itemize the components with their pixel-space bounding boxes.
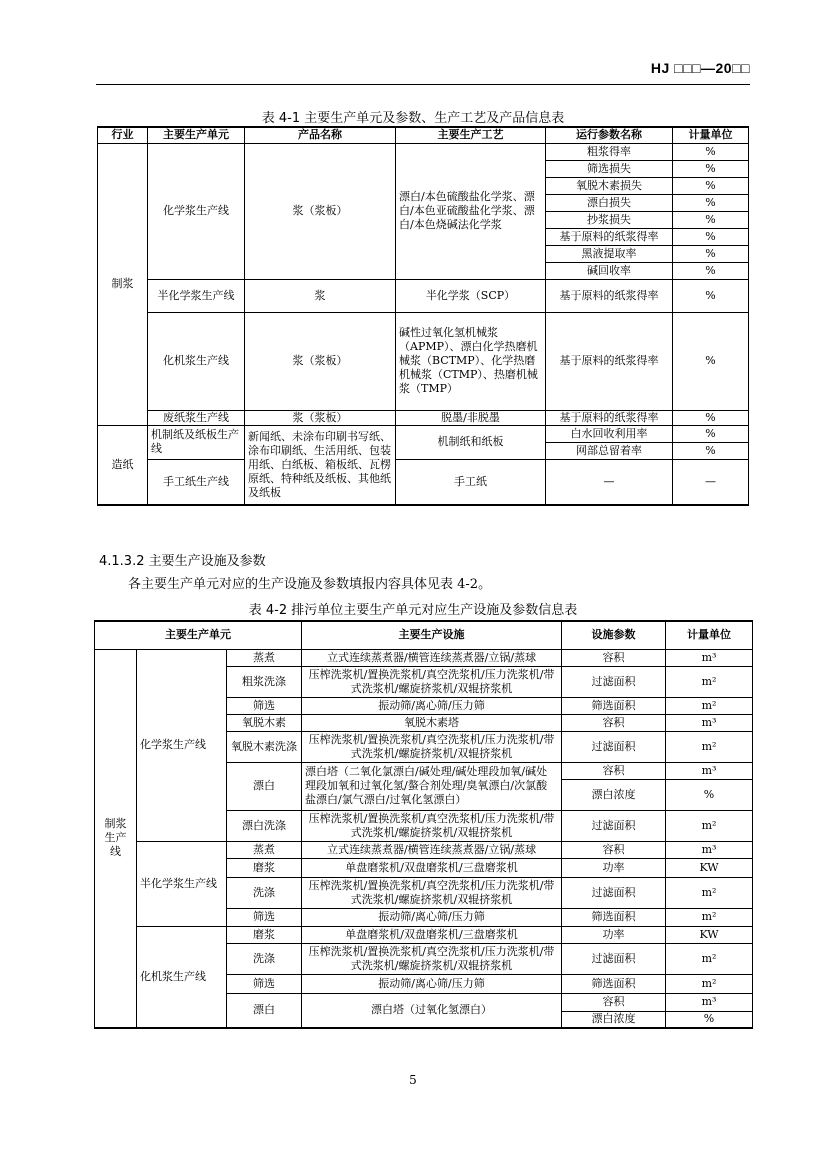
standard-code: HJ □□□—20□□: [650, 60, 750, 76]
param-name: 网部总留着率: [546, 442, 673, 459]
header-process: 主要生产工艺: [396, 127, 546, 143]
facility-param: 筛选面积: [562, 697, 666, 714]
header-unit: 主要生产单元: [95, 621, 302, 649]
process-step: 磨浆: [227, 858, 302, 877]
waste-unit: 废纸浆生产线: [148, 410, 245, 425]
mech-param: 基于原料的纸浆得率: [546, 312, 673, 410]
measure-unit: m³: [666, 714, 753, 731]
facility: 漂白塔（二氧化氯漂白/碱处理/碱处理段加氧/碱处理段加氧和过氧化氢/螯合剂处理/臭氧漂白/次氯酸盐漂白/氯气漂白/过氧化氢漂白）: [302, 762, 562, 810]
facility-param: 容积: [562, 762, 666, 779]
waste-process: 脱墨/非脱墨: [396, 410, 546, 425]
section-heading: 4.1.3.2 主要生产设施及参数: [99, 554, 266, 569]
paper-product: 新闻纸、未涂布印刷书写纸、涂布印刷纸、生活用纸、包装用纸、白纸板、箱板纸、瓦楞原纸、特种纸及纸板、其他纸及纸板: [245, 425, 396, 505]
chem-product: 浆（浆板）: [245, 143, 396, 279]
header-param: 设施参数: [562, 621, 666, 649]
facility: 立式连续蒸煮器/横管连续蒸煮器/立锅/蒸球: [302, 841, 562, 858]
facility: 漂白塔（过氧化氢漂白）: [302, 993, 562, 1028]
process-step: 粗浆洗涤: [227, 666, 302, 697]
measure-unit: m²: [666, 731, 753, 762]
param-unit: %: [673, 425, 749, 442]
measure-unit: m²: [666, 810, 753, 841]
param-unit: %: [673, 262, 749, 279]
process-step: 漂白: [227, 762, 302, 810]
facility-param: 过滤面积: [562, 666, 666, 697]
measure-unit: m²: [666, 666, 753, 697]
mech-product: 浆（浆板）: [245, 312, 396, 410]
measure-unit: %: [666, 779, 753, 810]
hand-measure: —: [673, 459, 749, 505]
mech-process: 碱性过氧化氢机械浆（APMP）、漂白化学热磨机械浆（BCTMP）、化学热磨机械浆（CTMP）、热磨机械浆（TMP）: [396, 312, 546, 410]
header-industry: 行业: [98, 127, 148, 143]
table2-caption: 表 4-2 排污单位主要生产单元对应生产设施及参数信息表: [248, 603, 578, 618]
semi-product: 浆: [245, 279, 396, 312]
chem-line: 化学浆生产线: [137, 649, 227, 841]
header-measure: 计量单位: [666, 621, 753, 649]
facility-param: 过滤面积: [562, 731, 666, 762]
facility-param: 容积: [562, 714, 666, 731]
chem-unit: 化学浆生产线: [148, 143, 245, 279]
measure-unit: m²: [666, 974, 753, 993]
facility-param: 过滤面积: [562, 943, 666, 974]
process-step: 筛选: [227, 974, 302, 993]
measure-unit: m²: [666, 877, 753, 908]
facility: 振动筛/离心筛/压力筛: [302, 697, 562, 714]
param-name: 白水回收利用率: [546, 425, 673, 442]
measure-unit: m²: [666, 943, 753, 974]
process-step: 筛选: [227, 697, 302, 714]
header-measure: 计量单位: [673, 127, 749, 143]
industry-paper: 造纸: [98, 425, 148, 505]
industry-pulp-line: 制浆生产线: [95, 649, 137, 1028]
param-unit: %: [673, 228, 749, 245]
header-facility: 主要生产设施: [302, 621, 562, 649]
param-unit: %: [673, 211, 749, 228]
facility: 压榨洗浆机/置换洗浆机/真空洗浆机/压力洗浆机/带式洗浆机/螺旋挤浆机/双辊挤浆机: [302, 877, 562, 908]
facility: 压榨洗浆机/置换洗浆机/真空洗浆机/压力洗浆机/带式洗浆机/螺旋挤浆机/双辊挤浆机: [302, 731, 562, 762]
facility-param: 漂白浓度: [562, 779, 666, 810]
measure-unit: m³: [666, 841, 753, 858]
table1-caption: 表 4-1 主要生产单元及参数、生产工艺及产品信息表: [261, 111, 565, 126]
facility: 立式连续蒸煮器/横管连续蒸煮器/立锅/蒸球: [302, 649, 562, 666]
facility: 压榨洗浆机/置换洗浆机/真空洗浆机/压力洗浆机/带式洗浆机/螺旋挤浆机/双辊挤浆机: [302, 810, 562, 841]
process-step: 漂白洗涤: [227, 810, 302, 841]
facility-param: 过滤面积: [562, 877, 666, 908]
param-unit: %: [673, 160, 749, 177]
param-name: 氧脱木素损失: [546, 177, 673, 194]
measure-unit: KW: [666, 858, 753, 877]
process-step: 筛选: [227, 908, 302, 926]
table-4-2: [94, 620, 753, 1029]
mech-measure: %: [673, 312, 749, 410]
facility-param: 筛选面积: [562, 908, 666, 926]
machine-process: 机制纸和纸板: [396, 425, 546, 459]
param-name: 基于原料的纸浆得率: [546, 228, 673, 245]
process-step: 洗涤: [227, 877, 302, 908]
param-unit: %: [673, 143, 749, 160]
process-step: 洗涤: [227, 943, 302, 974]
facility: 氧脱木素塔: [302, 714, 562, 731]
facility-param: 功率: [562, 926, 666, 943]
facility: 振动筛/离心筛/压力筛: [302, 908, 562, 926]
measure-unit: m³: [666, 993, 753, 1011]
facility: 压榨洗浆机/置换洗浆机/真空洗浆机/压力洗浆机/带式洗浆机/螺旋挤浆机/双辊挤浆机: [302, 943, 562, 974]
param-name: 抄浆损失: [546, 211, 673, 228]
param-name: 粗浆得率: [546, 143, 673, 160]
facility: 压榨洗浆机/置换洗浆机/真空洗浆机/压力洗浆机/带式洗浆机/螺旋挤浆机/双辊挤浆机: [302, 666, 562, 697]
measure-unit: m³: [666, 762, 753, 779]
header-rule: [96, 84, 750, 85]
facility-param: 功率: [562, 858, 666, 877]
facility: 振动筛/离心筛/压力筛: [302, 974, 562, 993]
facility-param: 容积: [562, 993, 666, 1011]
process-step: 蒸煮: [227, 649, 302, 666]
process-step: 漂白: [227, 993, 302, 1028]
param-name: 筛选损失: [546, 160, 673, 177]
facility-param: 筛选面积: [562, 974, 666, 993]
measure-unit: m³: [666, 649, 753, 666]
section-paragraph: 各主要生产单元对应的生产设施及参数填报内容具体见表 4-2。: [128, 577, 492, 592]
semi-param: 基于原料的纸浆得率: [546, 279, 673, 312]
facility: 单盘磨浆机/双盘磨浆机/三盘磨浆机: [302, 858, 562, 877]
hand-process: 手工纸: [396, 459, 546, 505]
facility-param: 漂白浓度: [562, 1011, 666, 1028]
header-product: 产品名称: [245, 127, 396, 143]
process-step: 氧脱木素: [227, 714, 302, 731]
semi-measure: %: [673, 279, 749, 312]
measure-unit: m²: [666, 697, 753, 714]
hand-param: —: [546, 459, 673, 505]
semi-line: 半化学浆生产线: [137, 841, 227, 926]
param-name: 碱回收率: [546, 262, 673, 279]
facility: 单盘磨浆机/双盘磨浆机/三盘磨浆机: [302, 926, 562, 943]
param-unit: %: [673, 442, 749, 459]
process-step: 磨浆: [227, 926, 302, 943]
param-name: 漂白损失: [546, 194, 673, 211]
process-step: 蒸煮: [227, 841, 302, 858]
param-unit: %: [673, 177, 749, 194]
measure-unit: KW: [666, 926, 753, 943]
industry-pulp: 制浆: [98, 143, 148, 425]
semi-unit: 半化学浆生产线: [148, 279, 245, 312]
waste-product: 浆（浆板）: [245, 410, 396, 425]
mech-line: 化机浆生产线: [137, 926, 227, 1028]
page-number: 5: [409, 1073, 417, 1087]
waste-measure: %: [673, 410, 749, 425]
mech-unit: 化机浆生产线: [148, 312, 245, 410]
header-unit: 主要生产单元: [148, 127, 245, 143]
machine-unit: 机制纸及纸板生产线: [148, 425, 245, 459]
param-unit: %: [673, 194, 749, 211]
semi-process: 半化学浆（SCP）: [396, 279, 546, 312]
header-param: 运行参数名称: [546, 127, 673, 143]
measure-unit: %: [666, 1011, 753, 1028]
facility-param: 过滤面积: [562, 810, 666, 841]
waste-param: 基于原料的纸浆得率: [546, 410, 673, 425]
param-name: 黑液提取率: [546, 245, 673, 262]
param-unit: %: [673, 245, 749, 262]
facility-param: 容积: [562, 841, 666, 858]
table-4-1: [97, 126, 749, 506]
facility-param: 容积: [562, 649, 666, 666]
process-step: 氧脱木素洗涤: [227, 731, 302, 762]
chem-process: 漂白/本色硫酸盐化学浆、漂白/本色亚硫酸盐化学浆、漂白/本色烧碱法化学浆: [396, 143, 546, 279]
measure-unit: m²: [666, 908, 753, 926]
hand-unit: 手工纸生产线: [148, 459, 245, 505]
